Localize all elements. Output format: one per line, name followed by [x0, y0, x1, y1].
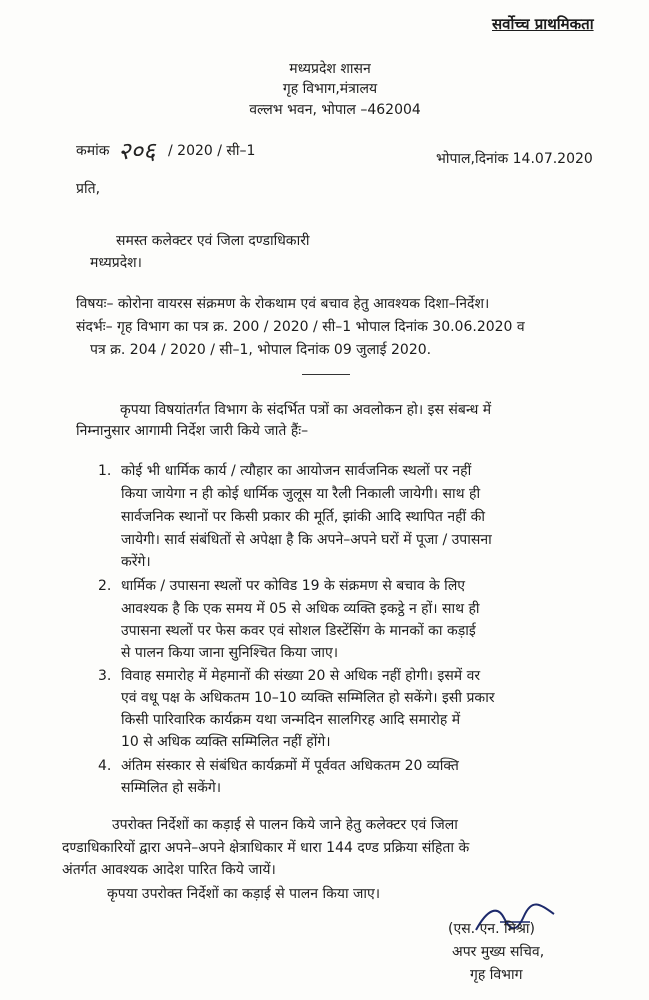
separator-dashes	[302, 374, 350, 375]
priority-label: सर्वोच्च प्राथमिकता	[492, 15, 594, 33]
point-4-line: सम्मिलित हो सकेंगे।	[121, 780, 222, 796]
point-1-line: सार्वजनिक स्थानों पर किसी प्रकार की मूर्ति, झांकी आदि स्थापित नहीं की	[121, 509, 485, 525]
reference-line-2: पत्र क्र. 204 / 2020 / सी–1, भोपाल दिनांक 09 जुलाई 2020.	[90, 342, 432, 358]
point-2-line: उपासना स्थलों पर फेस कवर एवं सोशल डिस्टेंसिंग के मानकों का कड़ाई	[121, 623, 476, 639]
point-1-line: करेंगे।	[121, 554, 151, 570]
point-2-line: से पालन किया जाना सुनिश्चित किया जाए।	[121, 645, 339, 661]
closing-line-4: कृपया उपरोक्त निर्देशों का कड़ाई से पालन किया जाए।	[107, 886, 381, 902]
point-3-line: विवाह समारोह में मेहमानों की संख्या 20 से अधिक नहीं होगी। इसमें वर	[121, 668, 481, 684]
header-government: मध्यप्रदेश शासन	[289, 61, 371, 77]
signatory-department: गृह विभाग	[470, 967, 523, 983]
point-3-line: किसी पारिवारिक कार्यक्रम यथा जन्मदिन सालगिरह आदि समारोह में	[121, 712, 461, 728]
point-3-number: 3.	[98, 668, 112, 684]
point-2-number: 2.	[98, 578, 112, 594]
intro-line-1: कृपया विषयांतर्गत विभाग के संदर्भित पत्रों का अवलोकन हो। इस संबन्ध में	[120, 402, 492, 418]
point-3-line: 10 से अधिक व्यक्ति सम्मिलित नहीं होंगे।	[121, 734, 331, 750]
point-1-line: किया जायेगा न ही कोई धार्मिक जुलूस या रैली निकाली जायेगी। साथ ही	[121, 486, 481, 502]
closing-line-3: अंतर्गत आवश्यक आदेश पारित किये जायें।	[62, 862, 276, 878]
point-3-line: एवं वधू पक्ष के अधिकतम 10–10 व्यक्ति सम्मिलित हो सकेंगे। इसी प्रकार	[121, 690, 495, 706]
signatory-designation: अपर मुख्य सचिव,	[452, 944, 545, 960]
closing-line-1: उपरोक्त निर्देशों का कड़ाई से पालन किये जाने हेतु कलेक्टर एवं जिला	[112, 817, 458, 833]
place-date: भोपाल,दिनांक 14.07.2020	[436, 151, 593, 167]
closing-line-2: दण्डाधिकारियों द्वारा अपने–अपने क्षेत्राधिकार में धारा 144 दण्ड प्रक्रिया संहिता के	[62, 840, 470, 856]
intro-line-2: निम्नानुसार आगामी निर्देश जारी किये जाते हैंः–	[76, 423, 309, 439]
point-1-number: 1.	[98, 463, 112, 479]
point-1-line: जायेगी। सार्व संबंधितों से अपेक्षा है कि अपने–अपने घरों में पूजा / उपासना	[121, 532, 492, 548]
point-4-number: 4.	[98, 758, 112, 774]
point-1-line: कोई भी धार्मिक कार्य / त्यौहार का आयोजन सार्वजनिक स्थलों पर नहीं	[121, 463, 472, 479]
header-address: वल्लभ भवन, भोपाल –462004	[249, 102, 421, 118]
point-4-line: अंतिम संस्कार से संबंधित कार्यक्रमों में पूर्ववत अधिकतम 20 व्यक्ति	[121, 758, 459, 774]
to-label: प्रति,	[76, 181, 101, 197]
signatory-name: (एस. एन. मिश्रा)	[448, 921, 535, 937]
header-department: गृह विभाग,मंत्रालय	[282, 81, 378, 97]
ref-suffix: / 2020 / सी–1	[168, 143, 256, 159]
point-2-line: धार्मिक / उपासना स्थलों पर कोविड 19 के संक्रमण से बचाव के लिए	[121, 578, 466, 594]
ref-handwritten-number: २०६	[118, 137, 156, 165]
subject-line: विषयः– कोरोना वायरस संक्रमण के रोकथाम एवं बचाव हेतु आवश्यक दिशा–निर्देश।	[76, 296, 490, 312]
to-line-2: मध्यप्रदेश।	[90, 255, 142, 271]
point-2-line: आवश्यक है कि एक समय में 05 से अधिक व्यक्ति इकट्ठे न हों। साथ ही	[121, 601, 480, 617]
reference-line-1: संदर्भः– गृह विभाग का पत्र क्र. 200 / 2020 / सी–1 भोपाल दिनांक 30.06.2020 व	[76, 319, 525, 335]
ref-prefix: कमांक	[76, 143, 110, 159]
to-line-1: समस्त कलेक्टर एवं जिला दण्डाधिकारी	[116, 233, 310, 249]
